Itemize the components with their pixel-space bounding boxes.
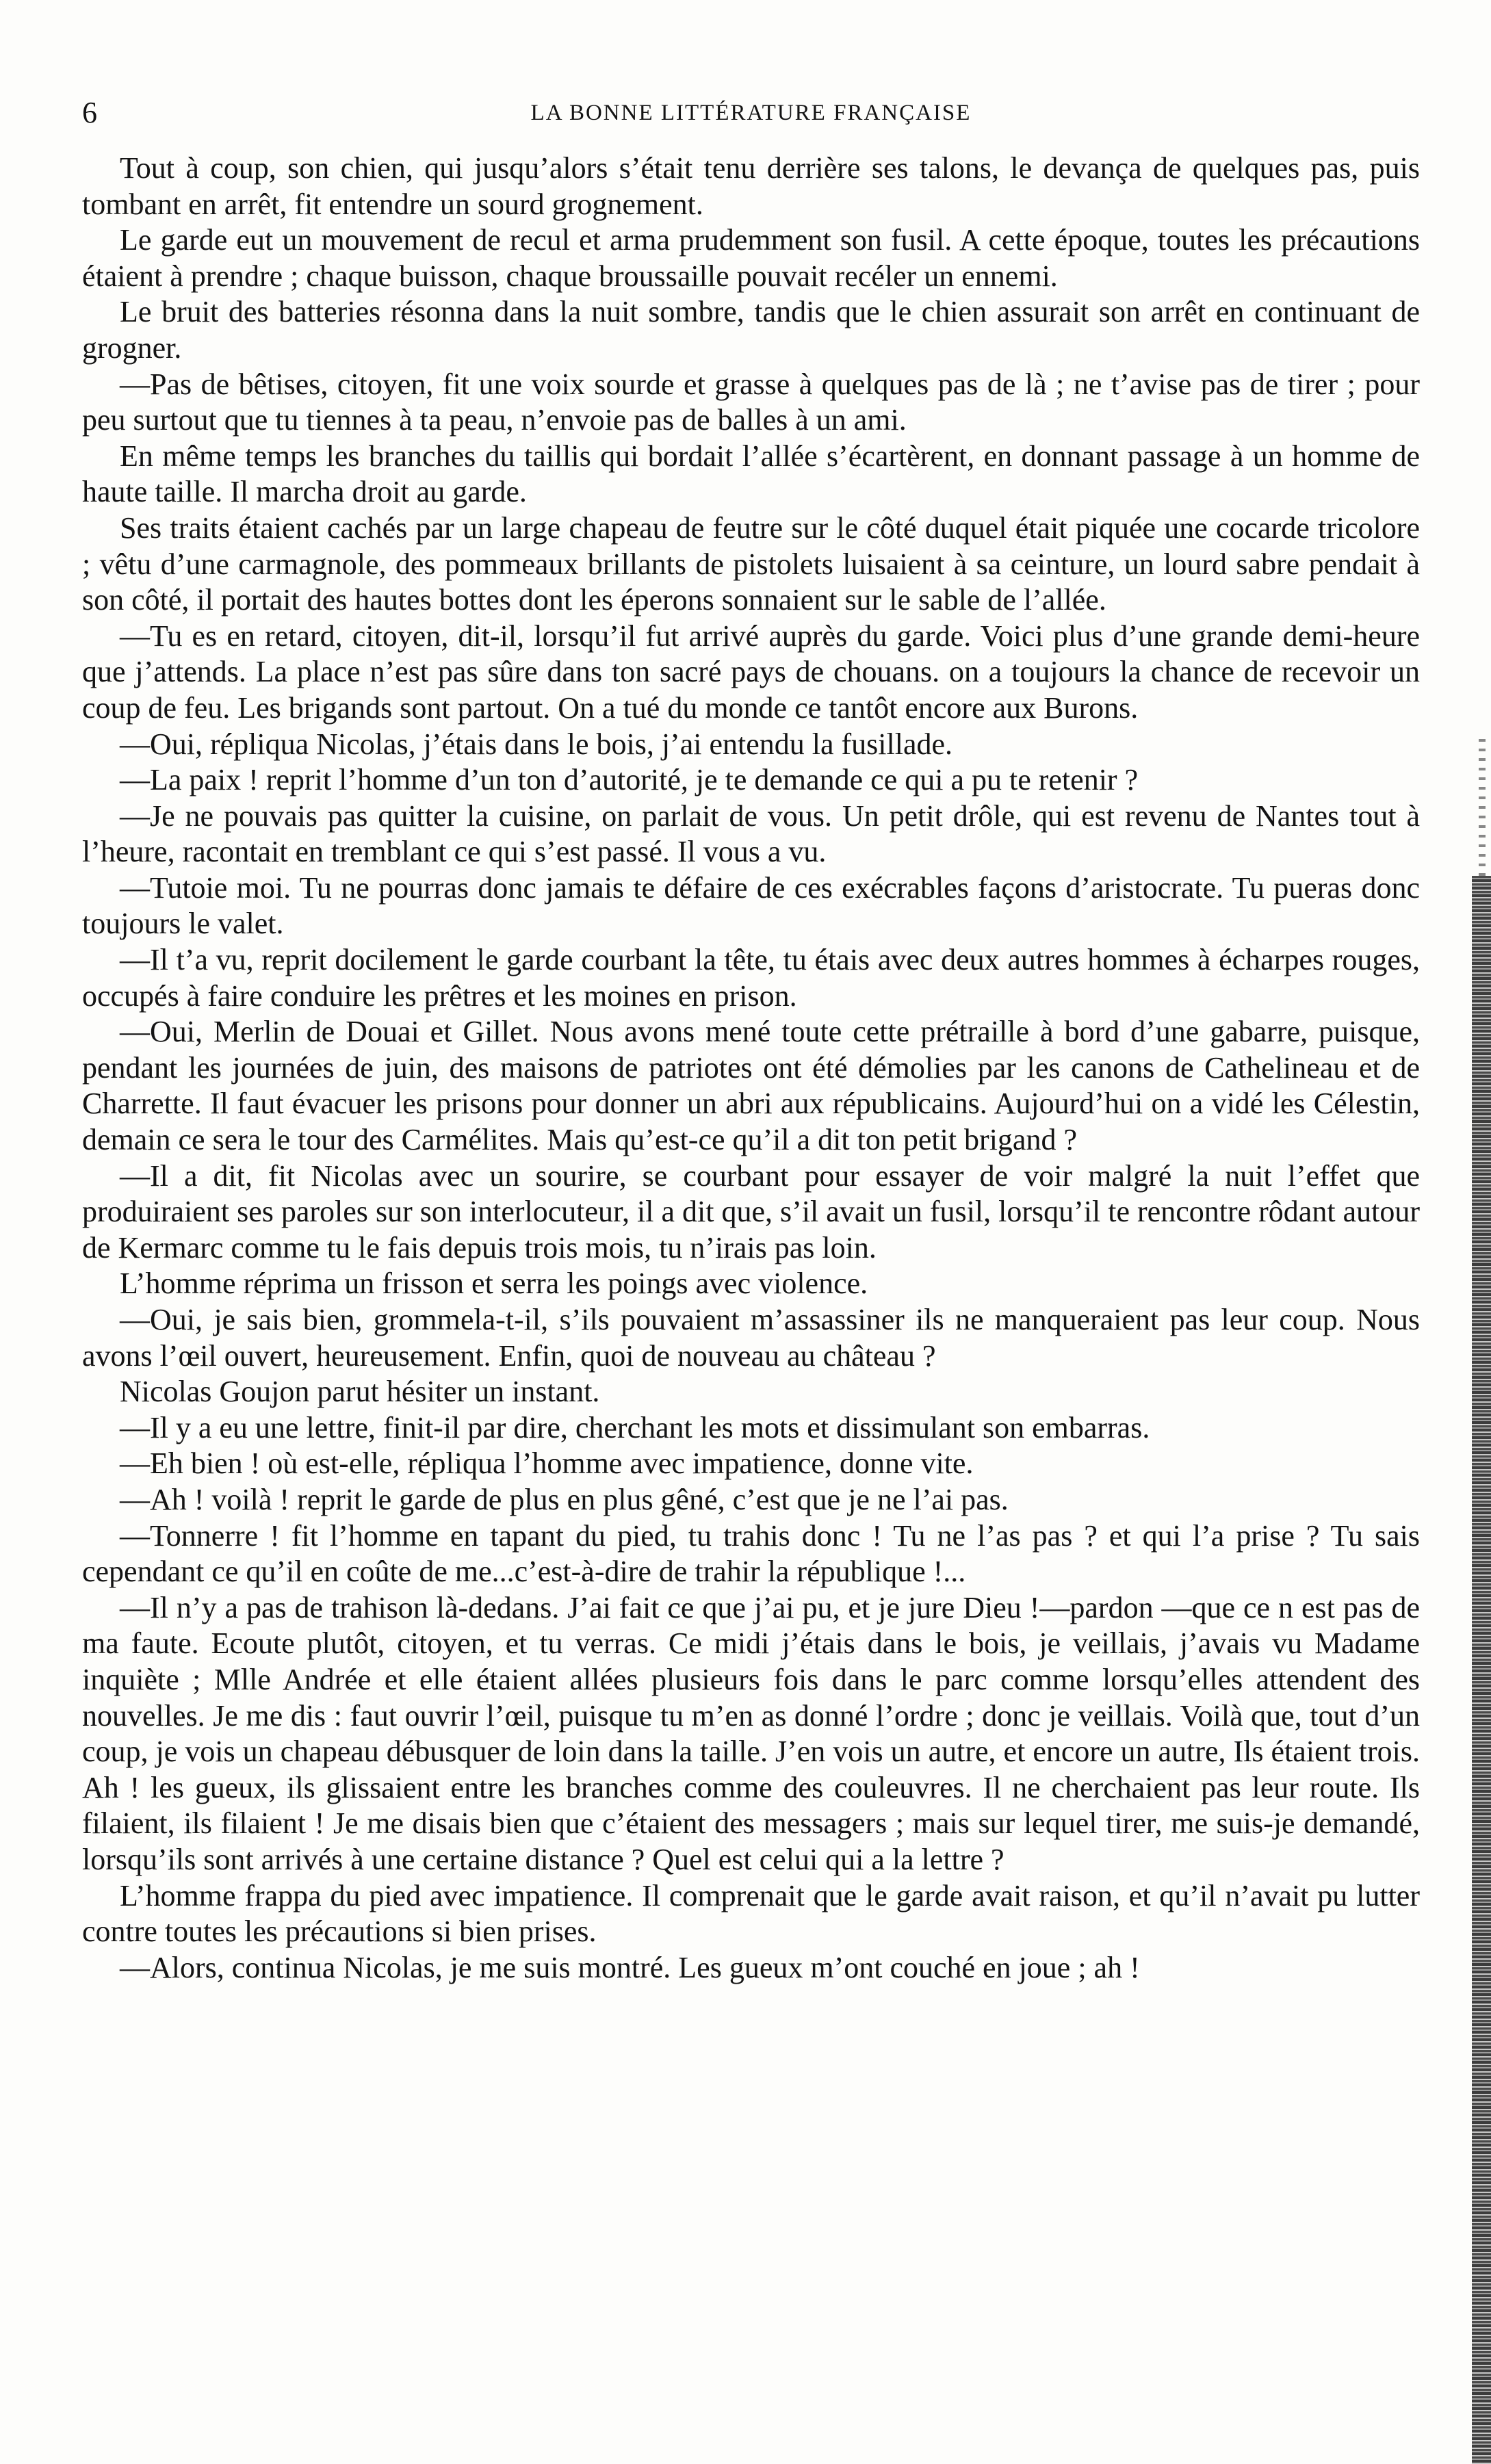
paragraph: —Oui, Merlin de Douai et Gillet. Nous avons mené toute cette prétraille à bord d’une gabarre, puisque, pendant les journées de juin, des maisons de patriotes ont été démolies par les canons de Cathelineau et de Charrette. Il faut évacuer les prisons pour donner un abri aux républicains. Aujourd’hui on a vidé les Célestin, demain ce sera le tour des Carmélites. Mais qu’est-ce qu’il a dit ton petit brigand ?: [82, 1015, 1420, 1157]
paragraph: —Tonnerre ! fit l’homme en tapant du pied, tu trahis donc ! Tu ne l’as pas ? et qui l’a prise ? Tu sais cependant ce qu’il en coûte de me...c’est-à-dire de trahir la république !...: [82, 1518, 1420, 1589]
running-title: LA BONNE LITTÉRATURE FRANÇAISE: [530, 101, 972, 125]
scan-page-edge: [1472, 876, 1491, 2464]
paragraph: Ses traits étaient cachés par un large chapeau de feutre sur le côté duquel était piquée une cocarde tricolore ; vêtu d’une carmagnole, des pommeaux brillants de pistolets luisaient à sa ceinture, un lourd sabre pendait à son côté, il portait des hautes bottes dont les éperons sonnaient sur le sable de l’allée.: [82, 510, 1420, 617]
paragraph: —Alors, continua Nicolas, je me suis montré. Les gueux m’ont couché en joue ; ah !: [120, 1950, 1140, 1984]
paragraph: —Je ne pouvais pas quitter la cuisine, on parlait de vous. Un petit drôle, qui est revenu de Nantes tout à l’heure, racontait en tremblant ce qui s’est passé. Il vous a vu.: [82, 799, 1420, 869]
paragraph: —Oui, je sais bien, grommela-t-il, s’ils pouvaient m’assassiner ils ne manqueraient pas leur coup. Nous avons l’œil ouvert, heureusement. Enfin, quoi de nouveau au château ?: [82, 1303, 1420, 1373]
paragraph: Le bruit des batteries résonna dans la nuit sombre, tandis que le chien assurait son arrêt en continuant de grogner.: [82, 295, 1420, 365]
page-header: [82, 92, 1420, 133]
paragraph: L’homme frappa du pied avec impatience. Il comprenait que le garde avait raison, et qu’il n’avait pu lutter contre toutes les précautions si bien prises.: [82, 1878, 1420, 1949]
body-text: [82, 151, 1420, 1986]
paragraph: —Oui, répliqua Nicolas, j’étais dans le bois, j’ai entendu la fusillade.: [120, 727, 953, 761]
paragraph: —Eh bien ! où est-elle, répliqua l’homme avec impatience, donne vite.: [120, 1447, 974, 1481]
paragraph: Nicolas Goujon parut hésiter un instant.: [120, 1375, 600, 1409]
paragraph: Tout à coup, son chien, qui jusqu’alors s’était tenu derrière ses talons, le devança de quelques pas, puis tombant en arrêt, fit entendre un sourd grognement.: [82, 151, 1420, 221]
paragraph: Le garde eut un mouvement de recul et arma prudemment son fusil. A cette époque, toutes les précautions étaient à prendre ; chaque buisson, chaque broussaille pouvait recéler un ennemi.: [82, 223, 1420, 293]
paragraph: —La paix ! reprit l’homme d’un ton d’autorité, je te demande ce qui a pu te retenir ?: [120, 763, 1139, 797]
paragraph: En même temps les branches du taillis qui bordait l’allée s’écartèrent, en donnant passage à un homme de haute taille. Il marcha droit au garde.: [82, 439, 1420, 509]
paragraph: —Il a dit, fit Nicolas avec un sourire, se courbant pour essayer de voir malgré la nuit l’effet que produiraient ses paroles sur son interlocuteur, il a dit que, s’il avait un fusil, lorsqu’il te rencontre rôdant autour de Kermarc comme tu le fais depuis trois mois, tu n’irais pas loin.: [82, 1158, 1420, 1265]
paragraph: L’homme réprima un frisson et serra les poings avec violence.: [120, 1267, 868, 1301]
paragraph: —Il y a eu une lettre, finit-il par dire, cherchant les mots et dissimulant son embarras.: [120, 1410, 1150, 1444]
paragraph: —Tu es en retard, citoyen, dit-il, lorsqu’il fut arrivé auprès du garde. Voici plus d’une grande demi-heure que j’attends. La place n’est pas sûre dans ton sacré pays de chouans. on a toujours la chance de recevoir un coup de feu. Les brigands sont partout. On a tué du monde ce tantôt encore aux Burons.: [82, 619, 1420, 725]
paragraph: —Il t’a vu, reprit docilement le garde courbant la tête, tu étais avec deux autres hommes à écharpes rouges, occupés à faire conduire les prêtres et les moines en prison.: [82, 943, 1420, 1013]
paragraph: —Tutoie moi. Tu ne pourras donc jamais te défaire de ces exécrables façons d’aristocrate. Tu pueras donc toujours le valet.: [82, 870, 1420, 941]
paragraph: —Ah ! voilà ! reprit le garde de plus en plus gêné, c’est que je ne l’ai pas.: [120, 1482, 1009, 1516]
paragraph: —Pas de bêtises, citoyen, fit une voix sourde et grasse à quelques pas de là ; ne t’avise pas de tirer ; pour peu surtout que tu tiennes à ta peau, n’envoie pas de balles à un ami.: [82, 367, 1420, 437]
scan-edge-mark: [1479, 739, 1486, 876]
paragraph: —Il n’y a pas de trahison là-dedans. J’ai fait ce que j’ai pu, et je jure Dieu !—pardon —que ce n est pas de ma faute. Ecoute plutôt, citoyen, et tu verras. Ce midi j’étais dans le bois, je veillais, j’avais vu Madame inquiète ; Mlle Andrée et elle étaient allées plusieurs fois dans le parc comme lorsqu’elles attendent des nouvelles. Je me dis : faut ouvrir l’œil, puisque tu m’en as donné l’ordre ; donc je veillais. Voilà que, tout d’un coup, je vois un chapeau débusquer de loin dans la taille. J’en vois un autre, et encore un autre, Ils étaient trois. Ah ! les gueux, ils glissaient entre les branches comme des couleuvres. Il ne cherchaient pas leur route. Ils filaient, ils filaient ! Je me disais bien que c’étaient des messagers ; mais sur lequel tirer, me suis-je demandé, lorsqu’ils sont arrivés à une certaine distance ? Quel est celui qui a la lettre ?: [82, 1590, 1420, 1876]
page-number: 6: [82, 96, 97, 129]
